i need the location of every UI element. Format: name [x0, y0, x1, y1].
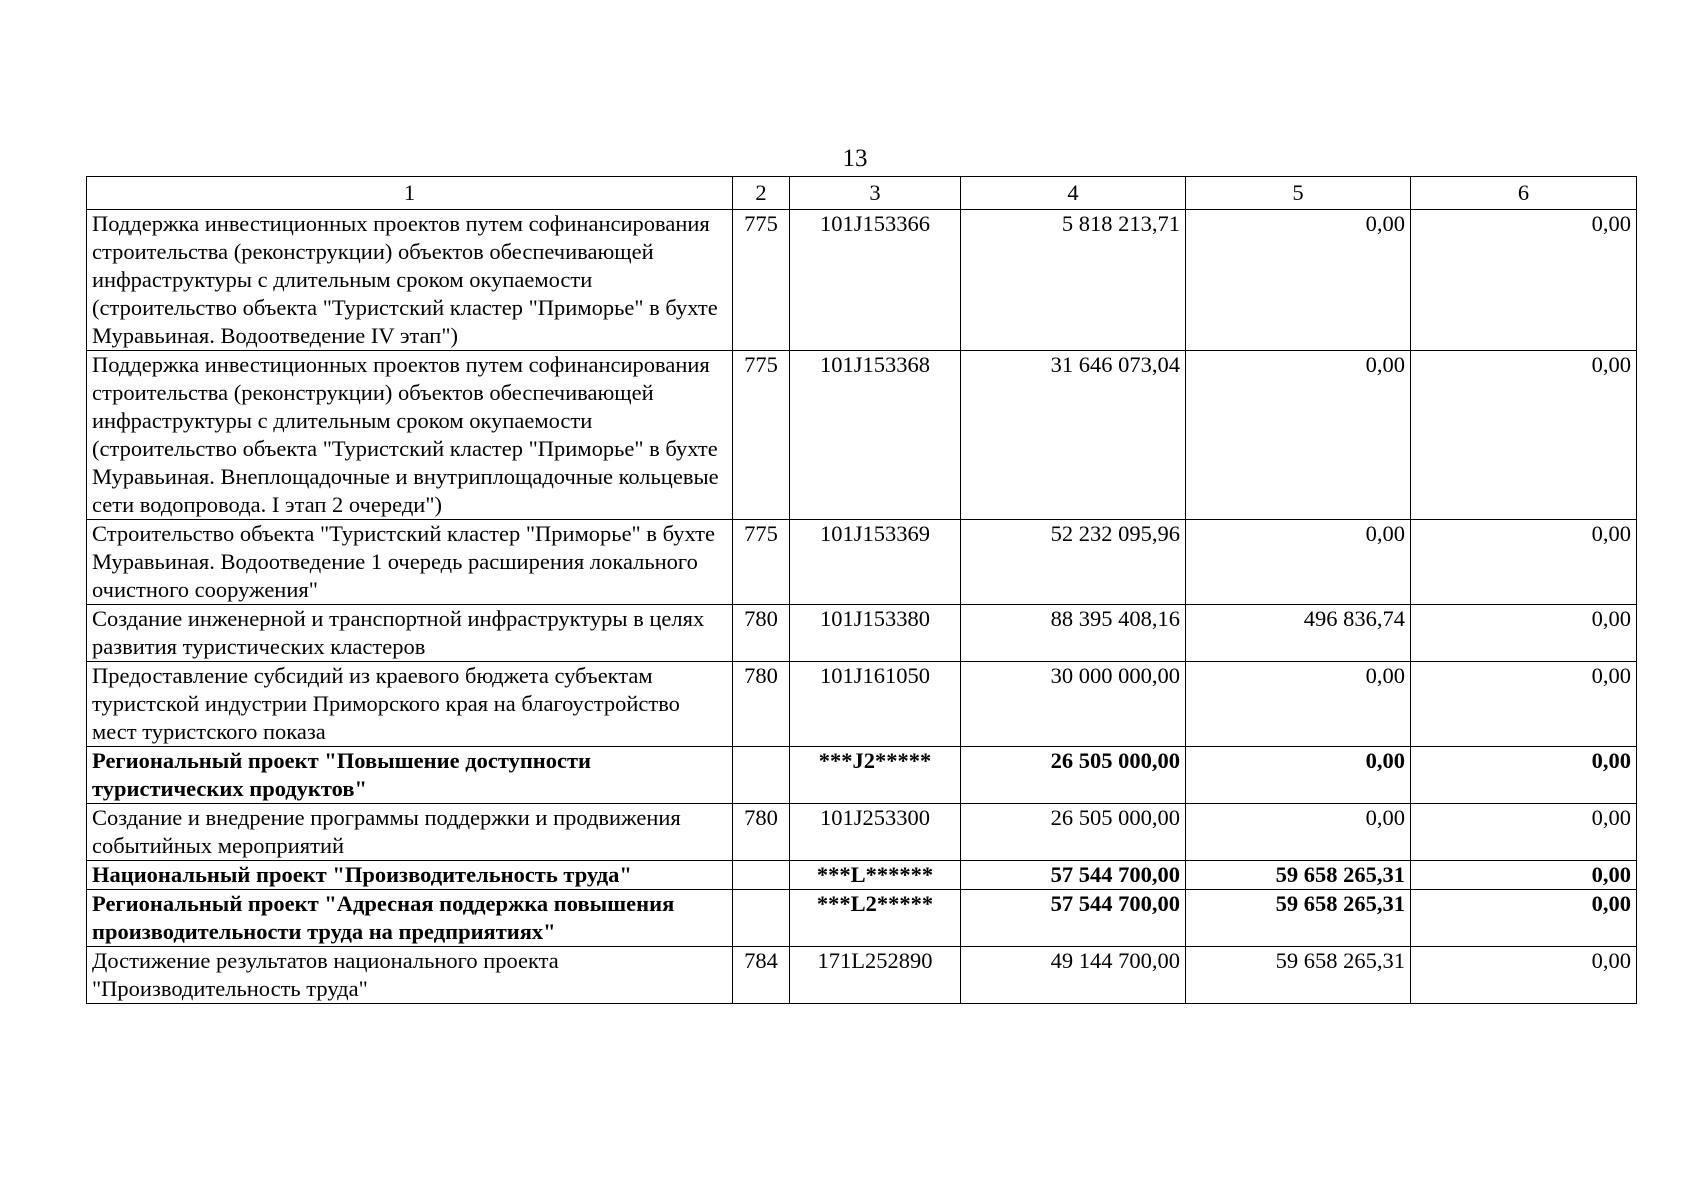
row-value-col5: 0,00: [1186, 804, 1411, 861]
budget-table: [86, 176, 1637, 1004]
row-name-cell: Региональный проект "Повышение доступности туристических продуктов": [87, 747, 733, 804]
row-value-col4: 26 505 000,00: [961, 804, 1186, 861]
table-body: [87, 210, 1637, 1004]
row-code-cell: 101J253300: [790, 804, 961, 861]
row-name-cell: Поддержка инвестиционных проектов путем софинансирования строительства (реконструкции) объектов обеспечивающей инфраструктуры с длительным сроком окупаемости (строительство объекта "Туристский кластер "Приморье" в бухте Муравьиная. Водоотведение IV этап"): [87, 210, 733, 351]
page-number: 13: [842, 145, 868, 172]
row-value-col6: 0,00: [1411, 351, 1637, 520]
row-value-col6: 0,00: [1411, 890, 1637, 947]
row-name-cell: Создание и внедрение программы поддержки и продвижения событийных мероприятий: [87, 804, 733, 861]
column-header-3: 3: [790, 177, 961, 210]
row-name-cell: Региональный проект "Адресная поддержка повышения производительности труда на предприятиях": [87, 890, 733, 947]
table-row: [87, 210, 1637, 351]
row-ved-cell: 775: [733, 351, 790, 520]
table-row: [87, 605, 1637, 662]
row-ved-cell: [733, 747, 790, 804]
row-value-col5: 0,00: [1186, 662, 1411, 747]
column-header-6: 6: [1411, 177, 1637, 210]
row-value-col4: 52 232 095,96: [961, 520, 1186, 605]
table-row: [87, 662, 1637, 747]
row-code-cell: 101J161050: [790, 662, 961, 747]
table-row: [87, 861, 1637, 890]
row-code-cell: ***L******: [790, 861, 961, 890]
row-name-cell: Достижение результатов национального проекта "Производительность труда": [87, 947, 733, 1004]
row-value-col5: 59 658 265,31: [1186, 890, 1411, 947]
row-name-cell: Поддержка инвестиционных проектов путем софинансирования строительства (реконструкции) объектов обеспечивающей инфраструктуры с длительным сроком окупаемости (строительство объекта "Туристский кластер "Приморье" в бухте Муравьиная. Внеплощадочные и внутриплощадочные кольцевые сети водопровода. I этап 2 очереди"): [87, 351, 733, 520]
row-value-col5: 496 836,74: [1186, 605, 1411, 662]
row-value-col4: 88 395 408,16: [961, 605, 1186, 662]
row-code-cell: 101J153366: [790, 210, 961, 351]
row-name-cell: Строительство объекта "Туристский кластер "Приморье" в бухте Муравьиная. Водоотведение 1 очередь расширения локального очистного сооружения": [87, 520, 733, 605]
row-code-cell: 101J153369: [790, 520, 961, 605]
row-name-cell: Создание инженерной и транспортной инфраструктуры в целях развития туристических кластеров: [87, 605, 733, 662]
row-code-cell: 101J153368: [790, 351, 961, 520]
row-value-col4: 31 646 073,04: [961, 351, 1186, 520]
row-ved-cell: [733, 890, 790, 947]
row-value-col4: 57 544 700,00: [961, 890, 1186, 947]
row-code-cell: 171L252890: [790, 947, 961, 1004]
row-value-col4: 26 505 000,00: [961, 747, 1186, 804]
table-row: [87, 804, 1637, 861]
row-value-col5: 59 658 265,31: [1186, 861, 1411, 890]
row-value-col6: 0,00: [1411, 947, 1637, 1004]
row-value-col4: 57 544 700,00: [961, 861, 1186, 890]
row-value-col6: 0,00: [1411, 520, 1637, 605]
row-value-col5: 0,00: [1186, 747, 1411, 804]
table-row: [87, 747, 1637, 804]
table-row: [87, 351, 1637, 520]
row-value-col4: 49 144 700,00: [961, 947, 1186, 1004]
row-ved-cell: 780: [733, 804, 790, 861]
row-ved-cell: [733, 861, 790, 890]
header-row: [87, 177, 1637, 210]
row-name-cell: Предоставление субсидий из краевого бюджета субъектам туристской индустрии Приморского края на благоустройство мест туристского показа: [87, 662, 733, 747]
table-row: [87, 947, 1637, 1004]
row-ved-cell: 784: [733, 947, 790, 1004]
row-value-col6: 0,00: [1411, 662, 1637, 747]
row-value-col6: 0,00: [1411, 747, 1637, 804]
row-ved-cell: 775: [733, 210, 790, 351]
row-value-col6: 0,00: [1411, 210, 1637, 351]
column-header-2: 2: [733, 177, 790, 210]
row-code-cell: ***J2*****: [790, 747, 961, 804]
row-value-col6: 0,00: [1411, 861, 1637, 890]
table-row: [87, 890, 1637, 947]
row-value-col5: 59 658 265,31: [1186, 947, 1411, 1004]
column-header-4: 4: [961, 177, 1186, 210]
row-value-col5: 0,00: [1186, 351, 1411, 520]
row-value-col4: 30 000 000,00: [961, 662, 1186, 747]
row-value-col6: 0,00: [1411, 605, 1637, 662]
row-value-col5: 0,00: [1186, 210, 1411, 351]
row-ved-cell: 780: [733, 605, 790, 662]
row-value-col6: 0,00: [1411, 804, 1637, 861]
row-code-cell: ***L2*****: [790, 890, 961, 947]
row-name-cell: Национальный проект "Производительность труда": [87, 861, 733, 890]
table-row: [87, 520, 1637, 605]
table-header: [87, 177, 1637, 210]
column-header-5: 5: [1186, 177, 1411, 210]
row-value-col4: 5 818 213,71: [961, 210, 1186, 351]
column-header-1: 1: [87, 177, 733, 210]
row-value-col5: 0,00: [1186, 520, 1411, 605]
row-ved-cell: 780: [733, 662, 790, 747]
row-code-cell: 101J153380: [790, 605, 961, 662]
row-ved-cell: 775: [733, 520, 790, 605]
